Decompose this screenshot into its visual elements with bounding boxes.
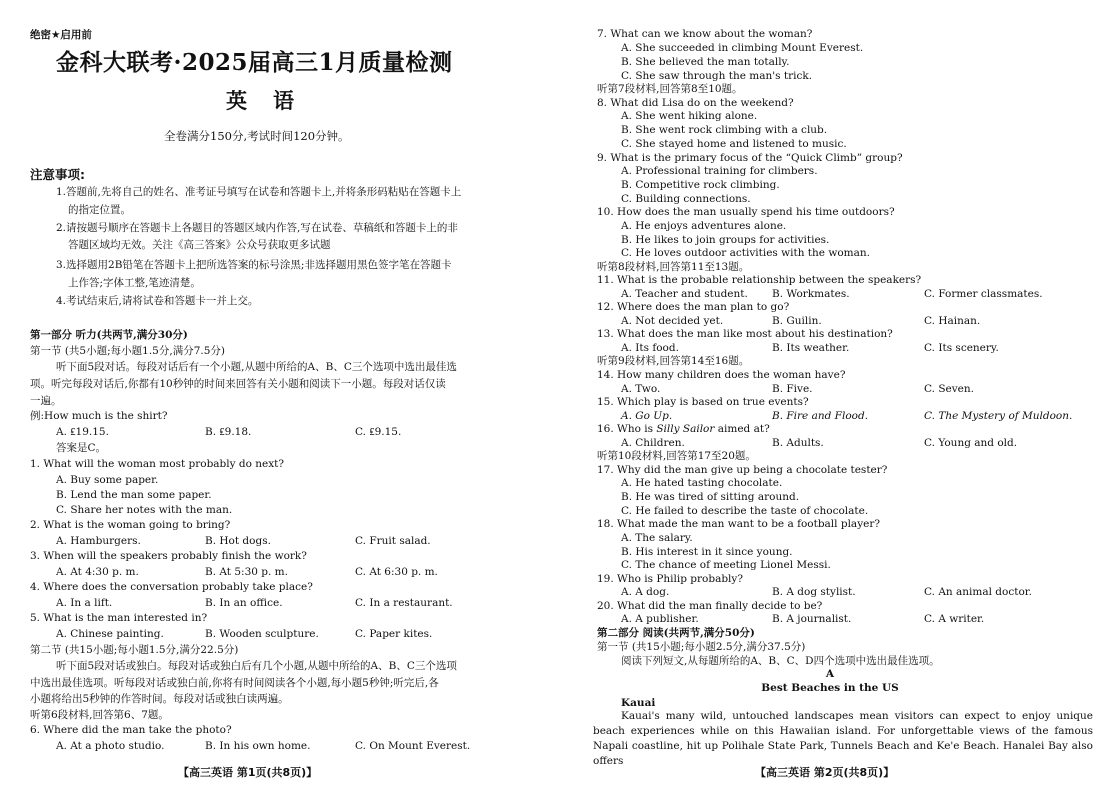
part2-title: 第二部分 阅读(共两节,满分50分) [597,627,755,639]
example-answer: 答案是C。 [56,442,107,454]
passage-letter: A [825,668,835,680]
example-question: 例:How much is the shirt? [30,410,168,422]
section2-instruction: 小题将给出5秒钟的作答时间。每段对话或独白读两遍。 [30,693,289,705]
section2-title: 第二节 (共15小题;每小题1.5分,满分22.5分) [30,644,239,656]
question-17: 17. Why did the man give up being a chocolate tester? [597,464,888,476]
question-8: 8. What did Lisa do on the weekend? [597,97,794,109]
listen-note: 听第8段材料,回答第11至13题。 [597,261,750,273]
option: C. Young and old. [924,437,1018,449]
option: B. A dog stylist. [772,586,856,598]
option: C. He loves outdoor activities with the woman. [621,247,870,259]
option: B. Five. [772,383,813,395]
option: A. Children. [621,437,685,449]
listen-note: 听第7段材料,回答第8至10题。 [597,83,743,95]
exam-title: 金科大联考·2025届高三1月质量检测 [56,49,453,76]
option: C. In a restaurant. [355,597,453,609]
option: A. A dog. [621,586,670,598]
option: A. Professional training for climbers. [621,165,818,177]
option: B. Guilin. [772,315,822,327]
question-1: 1. What will the woman most probably do next? [30,458,285,470]
question-11: 11. What is the probable relationship between the speakers? [597,274,922,286]
option: A. A publisher. [621,613,699,625]
full-score-note: 全卷满分150分,考试时间120分钟。 [164,129,350,143]
section2-instruction: 听下面5段对话或独白。每段对话或独白后有几个小题,从题中所给的A、B、C三个选项 [56,660,457,672]
option: A. At a photo studio. [56,740,165,752]
option: C. Hainan. [924,315,981,327]
option: A. Its food. [621,342,679,354]
option: A. Hamburgers. [56,535,141,547]
option: C. Seven. [924,383,974,395]
option: C. The chance of meeting Lionel Messi. [621,559,831,571]
option: A. Teacher and student. [621,288,748,300]
option: B. Wooden sculpture. [205,628,319,640]
option: C. Share her notes with the man. [56,504,233,516]
question-16-prefix: 16. Who is [597,423,657,435]
option: C. She saw through the man's trick. [621,70,813,82]
option: C. He failed to describe the taste of chocolate. [621,505,869,517]
option: A. She succeeded in climbing Mount Everest. [621,42,864,54]
page-1 [0,0,553,800]
option: B. Hot dogs. [205,535,271,547]
option: B. ₤9.18. [205,426,252,438]
notice-line: 3.选择题用2B铅笔在答题卡上把所选答案的标号涂黑;非选择题用黑色签字笔在答题卡 [56,259,452,271]
subject-title: 英语 [226,88,320,113]
question-10: 10. How does the man usually spend his time outdoors? [597,206,895,218]
question-7: 7. What can we know about the woman? [597,28,813,40]
question-12: 12. Where does the man plan to go? [597,301,790,313]
listen-note: 听第9段材料,回答第14至16题。 [597,355,750,367]
question-2: 2. What is the woman going to bring? [30,519,231,531]
question-5: 5. What is the man interested in? [30,612,208,624]
option: C. An animal doctor. [924,586,1032,598]
kauai-heading: Kauai [621,697,656,709]
section1-instruction: 一遍。 [30,395,62,407]
option: C. She stayed home and listened to music. [621,138,847,150]
option: A. In a lift. [56,597,113,609]
option: A. Two. [621,383,661,395]
notice-line: 1.答题前,先将自己的姓名、准考证号填写在试卷和答题卡上,并将条形码粘贴在答题卡上 [56,186,462,198]
question-3: 3. When will the speakers probably finish the work? [30,550,307,562]
option: A. ₤19.15. [56,426,109,438]
option: C. Fruit salad. [355,535,431,547]
option: B. Lend the man some paper. [56,489,212,501]
section1-title: 第一节 (共5小题;每小题1.5分,满分7.5分) [30,345,225,357]
listen-note: 听第10段材料,回答第17至20题。 [597,450,756,462]
option: B. Competitive rock climbing. [621,179,780,191]
question-16 [597,422,770,436]
option: C. ₤9.15. [355,426,402,438]
option: B. He was tired of sitting around. [621,491,800,503]
notice-line: 上作答;字体工整,笔迹清楚。 [68,277,201,289]
kauai-paragraph: Kauai's many wild, untouched landscapes mean visitors can expect to enjoy unique beach experiences while on this Hawaiian island. For unforgettable views of the famous Napali coastline, hit up Polihale State Park, Tunnels Beach and Ke'e Beach. Hanalei Bay also offers [593,710,1093,767]
option: B. He likes to join groups for activities. [621,234,830,246]
option: B. Adults. [772,437,824,449]
notice-line: 的指定位置。 [68,204,131,216]
option: B. His interest in it since young. [621,546,793,558]
option: B. Its weather. [772,342,850,354]
secret-label: 绝密★启用前 [30,29,92,41]
question-20: 20. What did the man finally decide to be? [597,600,823,612]
option: C. Paper kites. [355,628,433,640]
question-13: 13. What does the man like most about his destination? [597,328,893,340]
option: B. She went rock climbing with a club. [621,124,828,136]
option: A. At 4:30 p. m. [56,566,139,578]
option: B. In his own home. [205,740,311,752]
option: A. Buy some paper. [56,474,159,486]
listen-note: 听第6段材料,回答第6、7题。 [30,709,169,721]
option: A. He hated tasting chocolate. [621,477,783,489]
option: C. Building connections. [621,193,751,205]
section2-instruction: 中选出最佳选项。听每段对话或独白前,你将有时间阅读各个小题,每小题5秒钟;听完后,各 [30,677,439,689]
option: B. At 5:30 p. m. [205,566,288,578]
option: A. He enjoys adventures alone. [621,220,787,232]
option: C. The Mystery of Muldoon. [924,410,1073,422]
question-6: 6. Where did the man take the photo? [30,724,232,736]
reading-section1-title: 第一节 (共15小题;每小题2.5分,满分37.5分) [597,641,806,653]
reading-instruction: 阅读下列短文,从每题所给的A、B、C、D四个选项中选出最佳选项。 [621,655,940,667]
page-footer: 【高三英语 第1页(共8页)】 [178,766,318,779]
option: A. The salary. [621,532,693,544]
option: B. She believed the man totally. [621,56,790,68]
notice-line: 4.考试结束后,请将试卷和答题卡一并上交。 [56,295,259,307]
part1-title: 第一部分 听力(共两节,满分30分) [30,329,188,341]
section1-instruction: 项。听完每段对话后,你都有10秒钟的时间来回答有关小题和阅读下一小题。每段对话仅读 [30,378,446,390]
option: A. Not decided yet. [621,315,724,327]
option: B. Workmates. [772,288,850,300]
option: B. A journalist. [772,613,852,625]
option: A. She went hiking alone. [621,110,758,122]
page-footer: 【高三英语 第2页(共8页)】 [755,766,895,779]
notice-line: 2.请按题号顺序在答题卡上各题目的答题区域内作答,写在试卷、草稿纸和答题卡上的非 [56,222,458,234]
option: C. Former classmates. [924,288,1043,300]
section1-instruction: 听下面5段对话。每段对话后有一个小题,从题中所给的A、B、C三个选项中选出最佳选 [56,361,457,373]
option: C. On Mount Everest. [355,740,471,752]
option: A. Chinese painting. [56,628,164,640]
notice-line: 答题区域均无效。关注《高三答案》公众号获取更多试题 [68,239,331,251]
option: C. At 6:30 p. m. [355,566,438,578]
option: B. Fire and Flood. [772,410,869,422]
question-16-title: Silly Sailor [656,423,715,435]
option: C. Its scenery. [924,342,999,354]
question-18: 18. What made the man want to be a football player? [597,518,880,530]
question-14: 14. How many children does the woman have? [597,369,846,381]
option: C. A writer. [924,613,985,625]
page-2 [553,0,1107,800]
passage-title: Best Beaches in the US [761,682,899,694]
question-9: 9. What is the primary focus of the “Quick Climb” group? [597,152,903,164]
question-15: 15. Which play is based on true events? [597,396,809,408]
option: B. In an office. [205,597,283,609]
option: A. Go Up. [621,410,673,422]
question-19: 19. Who is Philip probably? [597,573,743,585]
notice-title: 注意事项: [30,167,85,182]
question-16-suffix: aimed at? [714,423,770,435]
question-4: 4. Where does the conversation probably take place? [30,581,313,593]
